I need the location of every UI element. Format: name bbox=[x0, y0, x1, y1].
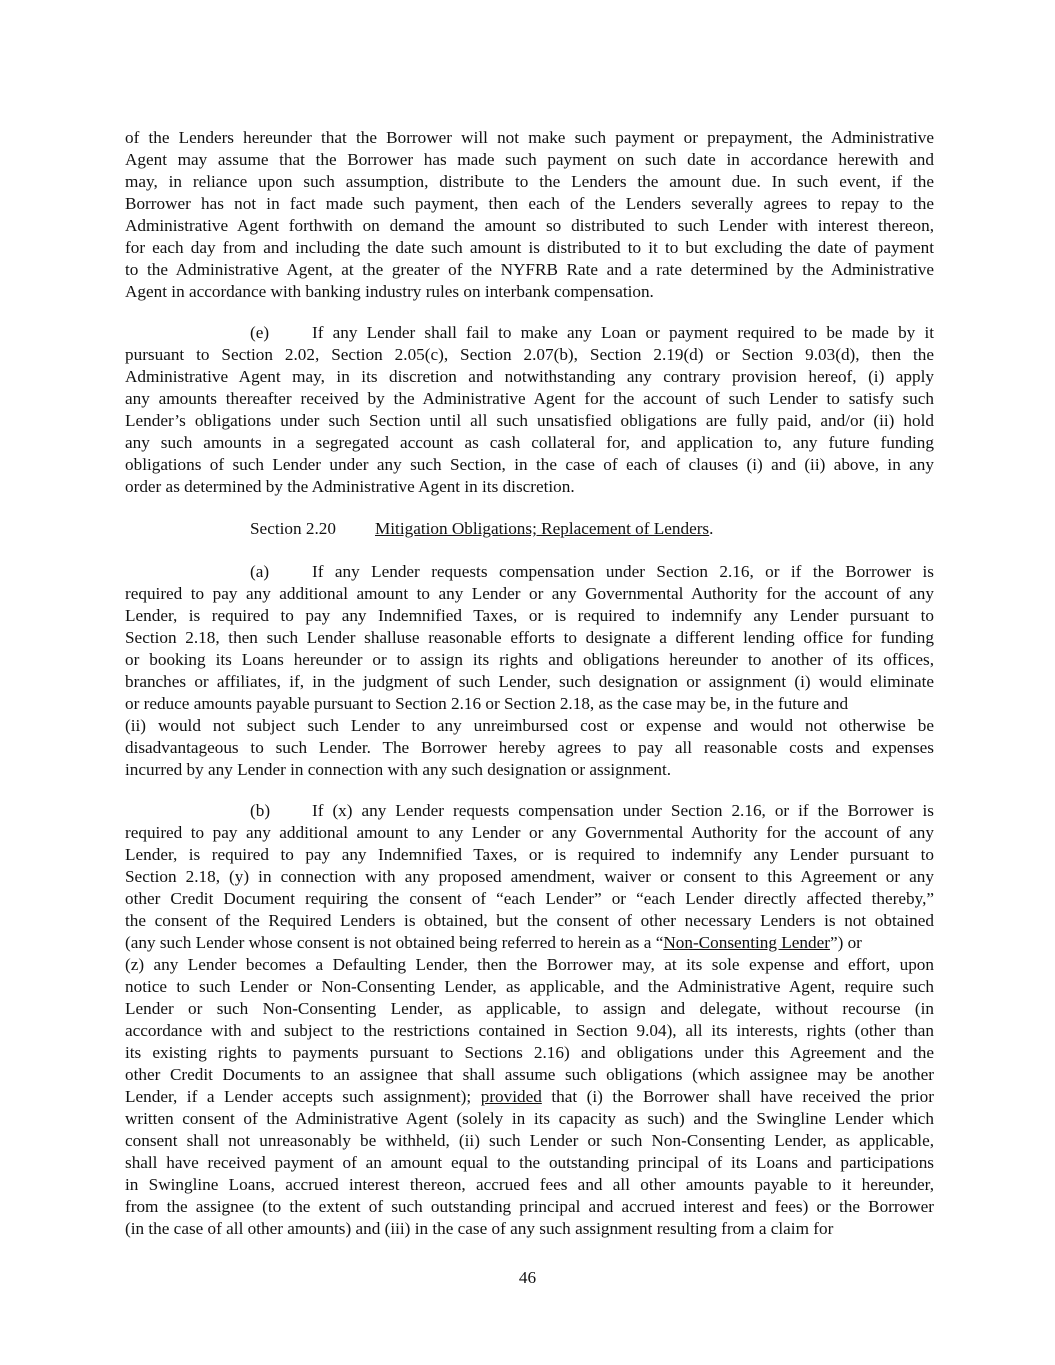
paragraph-first-line bbox=[250, 801, 934, 821]
text-line: Borrower has not in fact made such payment, then each of the Lenders severally agrees to repay to the bbox=[125, 194, 934, 213]
text: If (x) any Lender requests compensation under Section 2.16, or if the Borrower is bbox=[312, 801, 934, 820]
defined-term-provided: provided bbox=[480, 1087, 542, 1106]
text-line: Section 2.18, then such Lender shalluse reasonable efforts to designate a different lending office for funding bbox=[125, 628, 934, 647]
text-line: to the Administrative Agent, at the greater of the NYFRB Rate and a rate determined by the Administrative bbox=[125, 260, 934, 279]
text-line: obligations of such Lender under any such Section, in the case of each of clauses (i) and (ii) above, in any bbox=[125, 455, 934, 474]
text-line: (in the case of all other amounts) and (iii) in the case of any such assignment resulting from a claim for bbox=[125, 1219, 834, 1238]
text-line: the consent of the Required Lenders is obtained, but the consent of other necessary Lenders is not obtained bbox=[125, 911, 934, 930]
text-line: Lender’s obligations under such Section until all such unsatisfied obligations are fully paid, and/or (ii) hold bbox=[125, 411, 934, 430]
text-line: notice to such Lender or Non-Consenting Lender, as applicable, and the Administrative Agent, require such bbox=[125, 977, 934, 996]
text-line bbox=[125, 933, 934, 953]
text-line: or booking its Loans hereunder or to assign its rights and obligations hereunder to another of its offices, bbox=[125, 650, 934, 669]
text-line: disadvantageous to such Lender. The Borrower hereby agrees to pay all reasonable costs and expenses bbox=[125, 738, 934, 757]
paragraph-first-line bbox=[250, 323, 934, 343]
text-line: other Credit Document requiring the consent of “each Lender” or “each Lender directly affected thereby,” bbox=[125, 889, 934, 908]
text-line: or reduce amounts payable pursuant to Section 2.16 or Section 2.18, as the case may be, in the future and bbox=[125, 694, 849, 713]
text-line: branches or affiliates, if, in the judgment of such Lender, such designation or assignment (i) would eliminate bbox=[125, 672, 934, 691]
text-line: written consent of the Administrative Agent (solely in its capacity as such) and the Swingline Lender which bbox=[125, 1109, 934, 1128]
text-line: order as determined by the Administrative Agent in its discretion. bbox=[125, 477, 575, 496]
text-line bbox=[125, 1087, 934, 1107]
paragraph-label: (b) bbox=[250, 801, 271, 820]
text-line: its existing rights to payments pursuant to Sections 2.16) and obligations under this Agreement and the bbox=[125, 1043, 934, 1062]
section-title: Mitigation Obligations; Replacement of Lenders bbox=[375, 519, 710, 538]
text-line: Agent in accordance with banking industry rules on interbank compensation. bbox=[125, 282, 654, 301]
text-line: pursuant to Section 2.02, Section 2.05(c), Section 2.07(b), Section 2.19(d) or Section 9.03(d), then the bbox=[125, 345, 934, 364]
text-line: Agent may assume that the Borrower has made such payment on such date in accordance herewith and bbox=[125, 150, 934, 169]
text: Lender, if a Lender accepts such assignment); bbox=[125, 1087, 481, 1106]
text-line: may, in reliance upon such assumption, distribute to the Lenders the amount due. In such event, if the bbox=[125, 172, 934, 191]
paragraph-label: (a) bbox=[250, 562, 270, 581]
text-line: required to pay any additional amount to any Lender or any Governmental Authority for the account of any bbox=[125, 823, 934, 842]
text-line: Lender, is required to pay any Indemnified Taxes, or is required to indemnify any Lender pursuant to bbox=[125, 606, 934, 625]
text-line: any such amounts in a segregated account as cash collateral for, and application to, any future funding bbox=[125, 433, 934, 452]
text-line: accordance with and subject to the restrictions contained in Section 9.04), all its interests, rights (other than bbox=[125, 1021, 934, 1040]
section-number: Section 2.20 bbox=[250, 519, 336, 538]
section-heading bbox=[250, 519, 713, 539]
text: If any Lender shall fail to make any Loan or payment required to be made by it bbox=[312, 323, 934, 342]
text-line: required to pay any additional amount to any Lender or any Governmental Authority for the account of any bbox=[125, 584, 934, 603]
text-line: Section 2.18, (y) in connection with any proposed amendment, waiver or consent to this Agreement or any bbox=[125, 867, 934, 886]
text-line: from the assignee (to the extent of such outstanding principal and accrued interest and fees) or the Borrower bbox=[125, 1197, 934, 1216]
text-line: any amounts thereafter received by the Administrative Agent for the account of such Lender to satisfy such bbox=[125, 389, 934, 408]
text-line: consent shall not unreasonably be withheld, (ii) such Lender or such Non-Consenting Lender, as applicable, bbox=[125, 1131, 934, 1150]
text: that (i) the Borrower shall have received the prior bbox=[541, 1087, 934, 1106]
text: (any such Lender whose consent is not obtained being referred to herein as a “ bbox=[125, 933, 664, 952]
text-line: for each day from and including the date such amount is distributed to it to but excluding the date of payment bbox=[125, 238, 934, 257]
paragraph-first-line bbox=[250, 562, 934, 582]
text-line: (z) any Lender becomes a Defaulting Lender, then the Borrower may, at its sole expense and effort, upon bbox=[125, 955, 934, 974]
text-line: (ii) would not subject such Lender to any unreimbursed cost or expense and would not otherwise be bbox=[125, 716, 934, 735]
text-line: Administrative Agent forthwith on demand the amount so distributed to such Lender with interest thereon, bbox=[125, 216, 934, 235]
text-line: of the Lenders hereunder that the Borrower will not make such payment or prepayment, the Administrative bbox=[125, 128, 934, 147]
paragraph-label: (e) bbox=[250, 323, 270, 342]
text: If any Lender requests compensation under Section 2.16, or if the Borrower is bbox=[312, 562, 934, 581]
section-title-period: . bbox=[709, 519, 714, 538]
text-line: incurred by any Lender in connection with any such designation or assignment. bbox=[125, 760, 672, 779]
text-line: Lender, is required to pay any Indemnified Taxes, or is required to indemnify any Lender pursuant to bbox=[125, 845, 934, 864]
text-line: Lender or such Non-Consenting Lender, as applicable, to assign and delegate, without recourse (in bbox=[125, 999, 934, 1018]
text-line: other Credit Documents to an assignee that shall assume such obligations (which assignee may be another bbox=[125, 1065, 934, 1084]
text: ”) or bbox=[829, 933, 862, 952]
defined-term-non-consenting-lender: Non-Consenting Lender bbox=[663, 933, 830, 952]
text-line: in Swingline Loans, accrued interest thereon, accrued fees and all other amounts payable to it hereunder, bbox=[125, 1175, 934, 1194]
text-line: shall have received payment of an amount equal to the outstanding principal of its Loans and participations bbox=[125, 1153, 934, 1172]
page-number: 46 bbox=[518, 1268, 537, 1287]
text-line: Administrative Agent may, in its discretion and notwithstanding any contrary provision hereof, (i) apply bbox=[125, 367, 934, 386]
